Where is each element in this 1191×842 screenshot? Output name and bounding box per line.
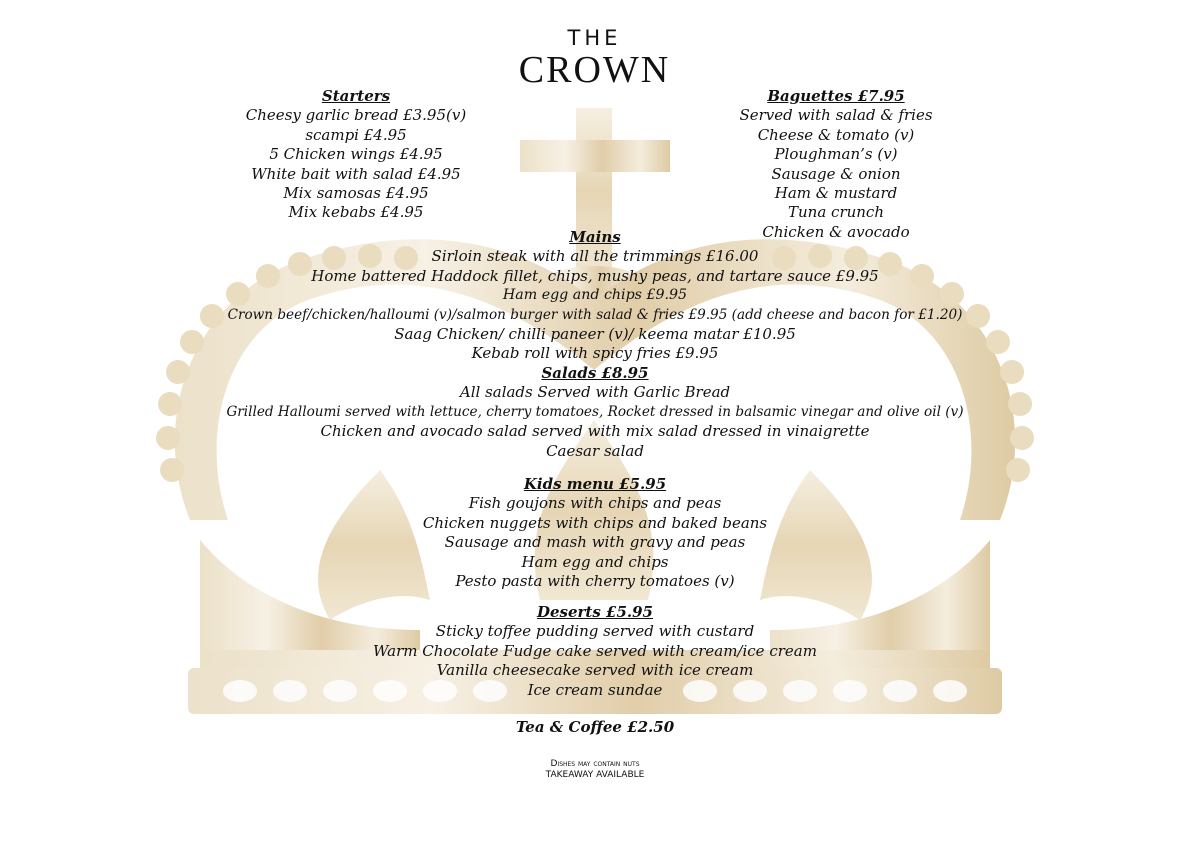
list-item: Cheesy garlic bread £3.95(v) (245, 106, 467, 125)
starters-section (206, 87, 506, 223)
list-item: Ice cream sundae (527, 680, 663, 699)
list-item: 5 Chicken wings £4.95 (269, 145, 443, 164)
list-item: Crown beef/chicken/halloumi (v)/salmon burger with salad & fries £9.95 (add cheese and bacon for £1.20) (227, 306, 963, 323)
desserts-heading: Deserts £5.95 (536, 603, 653, 621)
salads-section (95, 364, 1095, 461)
logo (488, 20, 701, 92)
list-item: Warm Chocolate Fudge cake served with cream/ice cream (373, 641, 817, 660)
list-item: Sticky toffee pudding served with custard (435, 622, 755, 641)
list-item: Tuna crunch (788, 203, 884, 222)
list-item: Home battered Haddock fillet, chips, mushy peas, and tartare sauce £9.95 (311, 266, 879, 285)
tea-coffee-heading: Tea & Coffee £2.50 (515, 718, 675, 736)
list-item: Mix kebabs £4.95 (288, 203, 424, 222)
list-item: Chicken nuggets with chips and baked beans (422, 513, 768, 532)
list-item: Mix samosas £4.95 (283, 184, 429, 203)
list-item: Chicken & avocado (762, 222, 910, 241)
list-item: Sausage and mash with gravy and peas (444, 533, 746, 552)
list-item: Vanilla cheesecake served with ice cream (436, 661, 754, 680)
list-item: White bait with salad £4.95 (251, 164, 461, 183)
list-item: Ploughman’s (v) (774, 145, 898, 164)
kids-section (295, 475, 895, 591)
baguettes-section (686, 87, 986, 242)
desserts-section (295, 603, 895, 700)
list-item: Cheese & tomato (v) (757, 125, 915, 144)
kids-heading: Kids menu £5.95 (523, 475, 667, 493)
list-item: Chicken and avocado salad served with mix salad dressed in vinaigrette (320, 422, 870, 441)
baguettes-heading: Baguettes £7.95 (767, 87, 905, 105)
footer (420, 759, 770, 781)
logo-crown: CROWN (518, 49, 671, 91)
starters-heading: Starters (321, 87, 391, 105)
nuts-notice: Dishes may contain nuts (550, 759, 640, 769)
list-item: scampi £4.95 (305, 125, 407, 144)
mains-heading: Mains (569, 228, 621, 246)
salads-heading: Salads £8.95 (541, 364, 649, 382)
list-item: Saag Chicken/ chilli paneer (v)/ keema matar £10.95 (394, 325, 796, 344)
list-item: All salads Served with Garlic Bread (459, 383, 731, 402)
list-item: Ham egg and chips (521, 552, 669, 571)
mains-section (95, 228, 1095, 364)
logo-the: THE (567, 26, 622, 50)
takeaway-notice: TAKEAWAY AVAILABLE (545, 770, 645, 780)
list-item: Pesto pasta with cherry tomatoes (v) (455, 572, 735, 591)
list-item: Fish goujons with chips and peas (468, 494, 722, 513)
list-item: Sirloin steak with all the trimmings £16.00 (431, 247, 759, 266)
list-item: Caesar salad (546, 441, 644, 460)
tea-coffee-section (395, 718, 795, 737)
list-item: Ham & mustard (774, 184, 898, 203)
list-item: Ham egg and chips £9.95 (502, 287, 688, 304)
list-item: Grilled Halloumi served with lettuce, cherry tomatoes, Rocket dressed in balsamic vinegar and olive oil (v) (226, 403, 964, 420)
list-item: Kebab roll with spicy fries £9.95 (471, 344, 719, 363)
list-item: Sausage & onion (771, 164, 901, 183)
list-item: Served with salad & fries (739, 106, 933, 125)
